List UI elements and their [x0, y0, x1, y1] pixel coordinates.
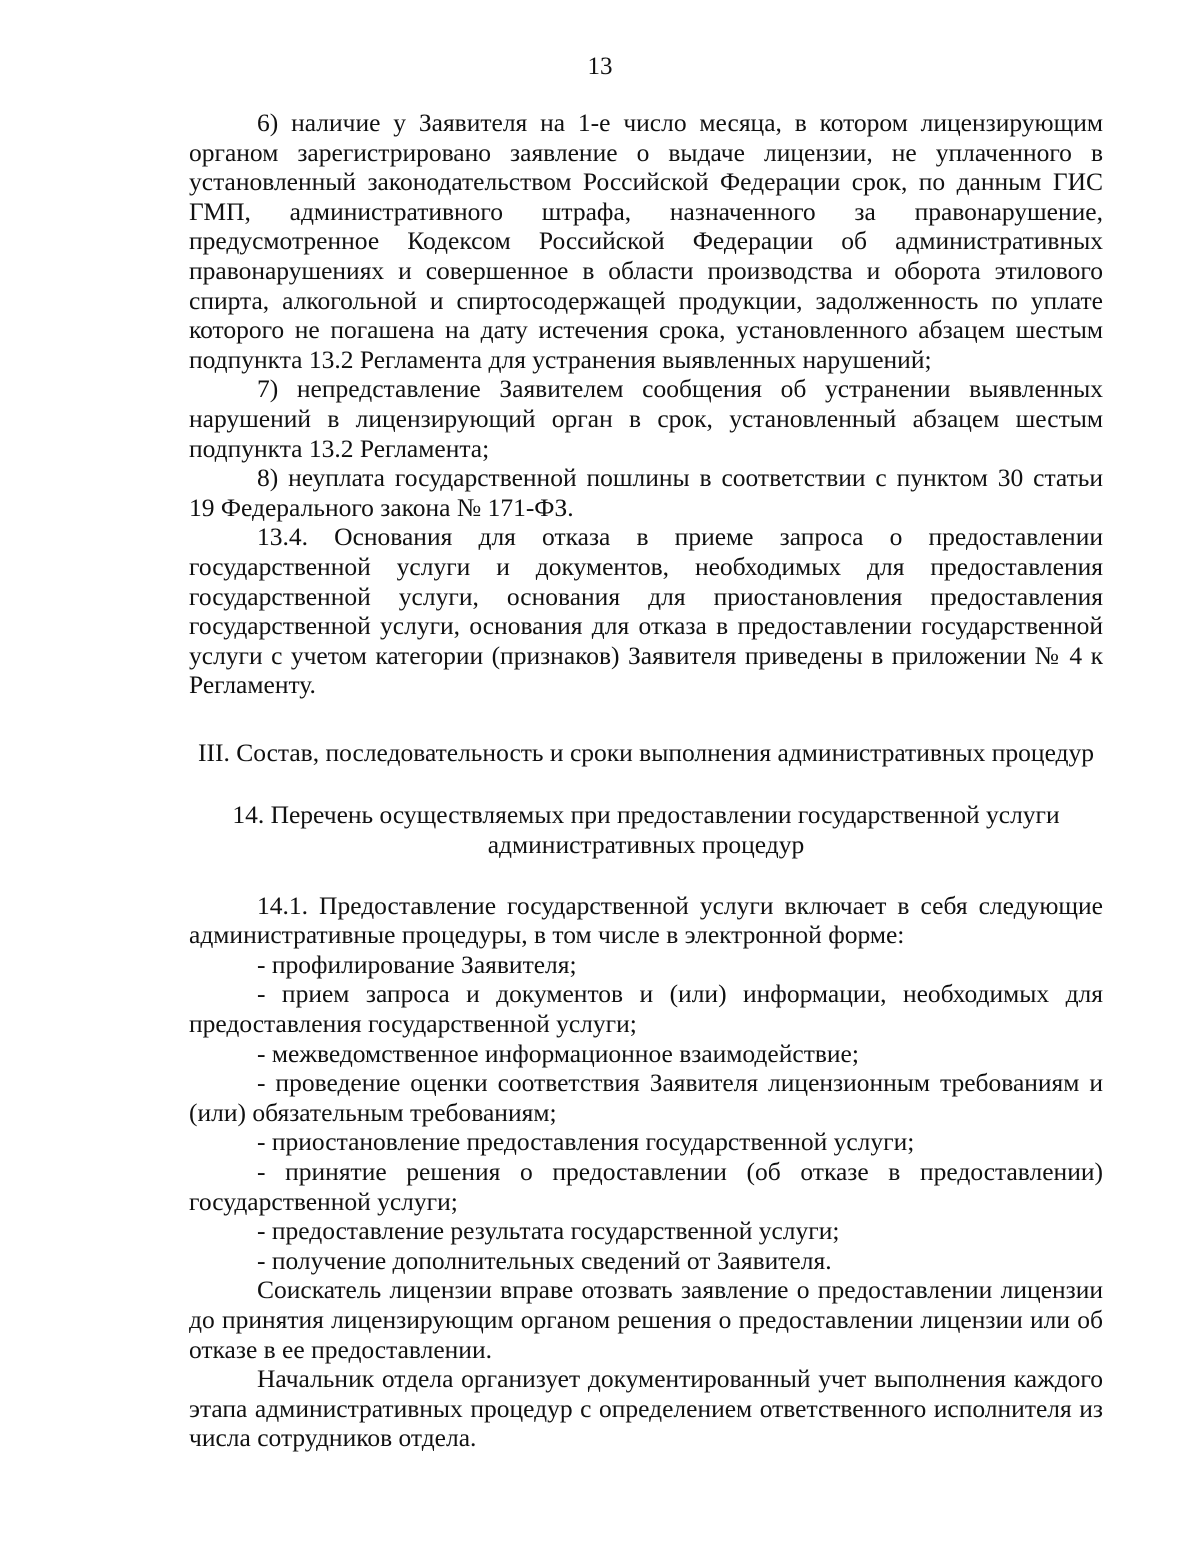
- list-item-compliance-check: - проведение оценки соответствия Заявителя лицензионным требованиям и (или) обязательным требованиям;: [189, 1068, 1103, 1127]
- paragraph-item-7: 7) непредставление Заявителем сообщения об устранении выявленных нарушений в лицензирующий орган в срок, установленный абзацем шестым подпункта 13.2 Регламента;: [189, 374, 1103, 463]
- subsection-heading: [189, 800, 1103, 859]
- subsection-heading-line-1: 14. Перечень осуществляемых при предоставлении государственной услуги: [232, 800, 1060, 830]
- list-item-result: - предоставление результата государственной услуги;: [257, 1216, 840, 1246]
- paragraph-13-4: 13.4. Основания для отказа в приеме запроса о предоставлении государственной услуги и документов, необходимых для предоставления государственной услуги, основания для приостановления предоставления государственной услуги, основания для отказа в предоставлении государственной услуги с учетом категории (признаков) Заявителя приведены в приложении № 4 к Регламенту.: [189, 522, 1103, 700]
- list-item-decision: - принятие решения о предоставлении (об отказе в предоставлении) государственной услуги;: [189, 1157, 1103, 1216]
- page-number: 13: [587, 53, 613, 80]
- paragraph-14-1: 14.1. Предоставление государственной услуги включает в себя следующие административные процедуры, в том числе в электронной форме:: [189, 890, 1103, 950]
- document-body: [189, 108, 1103, 1453]
- list-item-profiling: - профилирование Заявителя;: [257, 949, 577, 979]
- paragraph-withdrawal: Соискатель лицензии вправе отозвать заявление о предоставлении лицензии до принятия лицензирующим органом решения о предоставлении лицензии или об отказе в ее предоставлении.: [189, 1275, 1103, 1364]
- list-item-request-intake: - прием запроса и документов и (или) информации, необходимых для предоставления государственной услуги;: [189, 979, 1103, 1039]
- paragraph-item-6: 6) наличие у Заявителя на 1-е число месяца, в котором лицензирующим органом зарегистрировано заявление о выдаче лицензии, не уплаченного в установленный законодательством Российской Федерации срок, по данным ГИС ГМП, административного штрафа, назначенного за правонарушение, предусмотренное Кодексом Российской Федерации об административных правонарушениях и совершенное в области производства и оборота этилового спирта, алкогольной и спиртосодержащей продукции, задолженность по уплате которого не погашена на дату истечения срока, установленного абзацем шестым подпункта 13.2 Регламента для устранения выявленных нарушений;: [189, 108, 1103, 374]
- section-heading: III. Состав, последовательность и сроки выполнения административных процедур: [197, 737, 1095, 767]
- paragraph-item-8: 8) неуплата государственной пошлины в соответствии с пунктом 30 статьи 19 Федерального закона № 171-ФЗ.: [189, 463, 1103, 522]
- list-item-suspension: - приостановление предоставления государственной услуги;: [257, 1127, 915, 1157]
- subsection-heading-line-2: административных процедур: [487, 830, 805, 860]
- paragraph-accounting: Начальник отдела организует документированный учет выполнения каждого этапа административных процедур с определением ответственного исполнителя из числа сотрудников отдела.: [189, 1364, 1103, 1453]
- list-item-interagency: - межведомственное информационное взаимодействие;: [257, 1038, 859, 1068]
- list-item-additional-info: - получение дополнительных сведений от Заявителя.: [257, 1245, 832, 1275]
